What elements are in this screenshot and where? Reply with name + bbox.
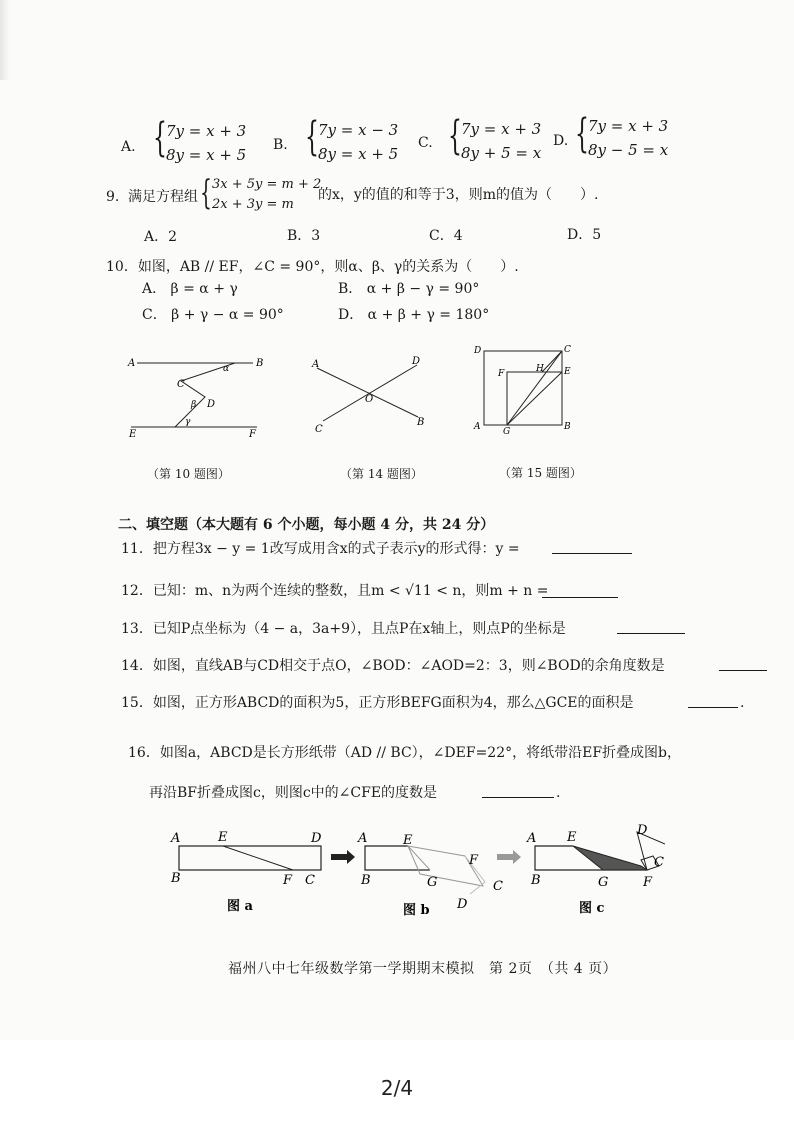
page-indicator: 2/4 (380, 1076, 414, 1100)
fig10-label-gamma: γ (185, 417, 191, 427)
figure-10 (125, 345, 275, 440)
figure-14 (305, 350, 435, 435)
q8-option-b-eq2: 8y = x + 5 (318, 145, 399, 163)
fig-b-caption: 图 b (403, 903, 430, 918)
q8-option-d-eq2: 8y − 5 = x (588, 141, 669, 159)
fig15-label-b: B (564, 422, 571, 432)
q9-option-d: D．5 (567, 227, 602, 243)
q16-answer-blank[interactable] (482, 784, 554, 798)
fold-figures (165, 822, 665, 922)
fig10-label-d: D (207, 399, 216, 410)
fig-b-label-g: G (427, 875, 438, 890)
q9-number: 9. (106, 189, 120, 205)
fig15-label-c: C (564, 345, 571, 355)
q14-text: 14．如图，直线AB与CD相交于点O，∠BOD：∠AOD=2：3，则∠BOD的余角度数是 (121, 658, 665, 674)
fig10-label-alpha: α (223, 364, 230, 374)
q10-stem: 10．如图，AB // EF，∠C = 90°，则α、β、γ的关系为（ ）. (106, 259, 519, 275)
q11-answer-blank[interactable] (552, 540, 632, 554)
q8-option-b-label: B. (273, 137, 288, 153)
fig-c-label-e: E (567, 830, 577, 845)
fig-b-label-d: D (457, 897, 468, 912)
fig10-label-a: A (128, 358, 136, 369)
fig14-label-o: O (365, 394, 374, 405)
q11-text: 11．把方程3x − y = 1改写成用含x的式子表示y的形式得：y = (121, 541, 520, 557)
q15-text: 15．如图，正方形ABCD的面积为5，正方形BEFG面积为4，那么△GCE的面积是 (121, 695, 634, 711)
q9-brace: { (200, 173, 212, 213)
fig-b-label-c: C (493, 879, 503, 894)
figure-15 (470, 342, 580, 437)
page-footer: 福州八中七年级数学第一学期期末模拟 第 2页 （共 4 页） (228, 961, 618, 977)
q8-option-a-label: A. (121, 139, 136, 155)
fig-a-label-c: C (305, 873, 315, 888)
fig10-label-f: F (249, 429, 256, 440)
fig-b-strip (365, 846, 430, 870)
q8-option-d-label: D. (553, 133, 569, 149)
fig15-label-a: A (474, 422, 481, 432)
fig-c-caption: 图 c (579, 901, 605, 916)
q13-answer-blank[interactable] (617, 620, 685, 634)
fig-c-shaded-fold (573, 846, 647, 870)
fig10-label-beta: β (191, 400, 197, 410)
caption-fig-14: （第 14 题图） (340, 467, 423, 481)
fig15-label-d: D (474, 346, 482, 356)
fig14-label-b: B (417, 417, 425, 428)
fig-b-label-e: E (403, 833, 413, 848)
fig-a-label-b: B (171, 871, 181, 886)
fig-c-label-f: F (643, 875, 653, 890)
q14-answer-blank[interactable] (719, 657, 767, 671)
q8-option-c-eq1: 7y = x + 3 (461, 120, 542, 138)
fig-c-label-b: B (531, 873, 541, 888)
fig-c-label-c: C (654, 855, 664, 870)
q10-option-d: D． α + β + γ = 180° (338, 307, 490, 323)
fig-b-label-b: B (361, 873, 371, 888)
fig-a-caption: 图 a (227, 899, 253, 914)
q8-option-a-eq2: 8y = x + 5 (166, 146, 247, 164)
q15-end: . (740, 695, 745, 711)
fig10-label-b: B (256, 358, 264, 369)
q9-tail: 的x，y的值的和等于3，则m的值为（ ）. (318, 187, 599, 203)
q9-option-b: B．3 (287, 228, 321, 244)
q8-option-a-eq1: 7y = x + 3 (166, 122, 247, 140)
caption-fig-15: （第 15 题图） (499, 466, 582, 480)
fig-a-label-d: D (311, 831, 322, 846)
q10-option-b: B． α + β − γ = 90° (338, 281, 480, 297)
arrow-b-to-c-icon (497, 850, 521, 864)
q16-line-1: 16．如图a，ABCD是长方形纸带（AD // BC），∠DEF=22°，将纸带沿EF折叠成图b， (128, 745, 682, 761)
fig-b-label-a: A (358, 831, 368, 846)
fig-c-label-g: G (598, 875, 609, 890)
q8-option-c-label: C. (418, 135, 433, 151)
fig-a-strip (179, 846, 321, 870)
section-2-title: 二、填空题（本大题有 6 个小题，每小题 4 分，共 24 分） (118, 517, 495, 533)
q13-text: 13．已知P点坐标为（4 − a，3a+9），且点P在x轴上，则点P的坐标是 (121, 621, 566, 637)
fig15-label-h: H (536, 364, 544, 374)
fig15-label-e: E (564, 367, 571, 377)
page-edge-shadow (0, 0, 10, 80)
fig-a-fold-line (223, 846, 293, 870)
fig10-label-e: E (129, 429, 137, 440)
fig-c-label-d: D (637, 823, 648, 838)
q8-option-c-eq2: 8y + 5 = x (461, 144, 542, 162)
fig-a-label-e: E (218, 830, 228, 845)
q8-option-c-brace: { (448, 113, 462, 159)
q8-option-b-brace: { (305, 114, 319, 160)
q8-option-b-eq1: 7y = x − 3 (318, 121, 399, 139)
fig15-label-f: F (498, 369, 505, 379)
q9-eq1: 3x + 5y = m + 2 (212, 177, 322, 192)
q12-text: 12．已知：m、n为两个连续的整数，且m < √11 < n，则m + n = (121, 583, 549, 599)
q16-end: . (556, 785, 561, 801)
q8-option-d-brace: { (575, 111, 589, 157)
q12-answer-blank[interactable] (542, 584, 618, 598)
fig-a-label-a: A (171, 831, 181, 846)
q16-line-2: 再沿BF折叠成图c，则图c中的∠CFE的度数是 (149, 785, 438, 801)
fig14-label-d: D (412, 356, 421, 367)
fig-c-label-a: A (527, 831, 537, 846)
q15-answer-blank[interactable] (688, 694, 738, 708)
fig15-label-g: G (503, 427, 511, 437)
q9-lead: 满足方程组 (128, 189, 198, 205)
fig-a-label-f: F (283, 873, 293, 888)
fig10-label-c: C (177, 379, 185, 390)
fig-b-label-f: F (469, 853, 479, 868)
fig14-label-c: C (315, 424, 323, 435)
q10-option-a: A． β = α + γ (142, 281, 238, 297)
fig14-label-a: A (312, 359, 320, 370)
arrow-a-to-b-icon (331, 850, 355, 864)
q10-option-c: C． β + γ − α = 90° (142, 307, 284, 323)
q8-option-d-eq1: 7y = x + 3 (588, 117, 669, 135)
q9-option-a: A．2 (144, 229, 178, 245)
q8-option-a-brace: { (153, 115, 167, 161)
q9-eq2: 2x + 3y = m (212, 197, 294, 212)
q9-option-c: C．4 (429, 228, 463, 244)
caption-fig-10: （第 10 题图） (147, 467, 230, 481)
